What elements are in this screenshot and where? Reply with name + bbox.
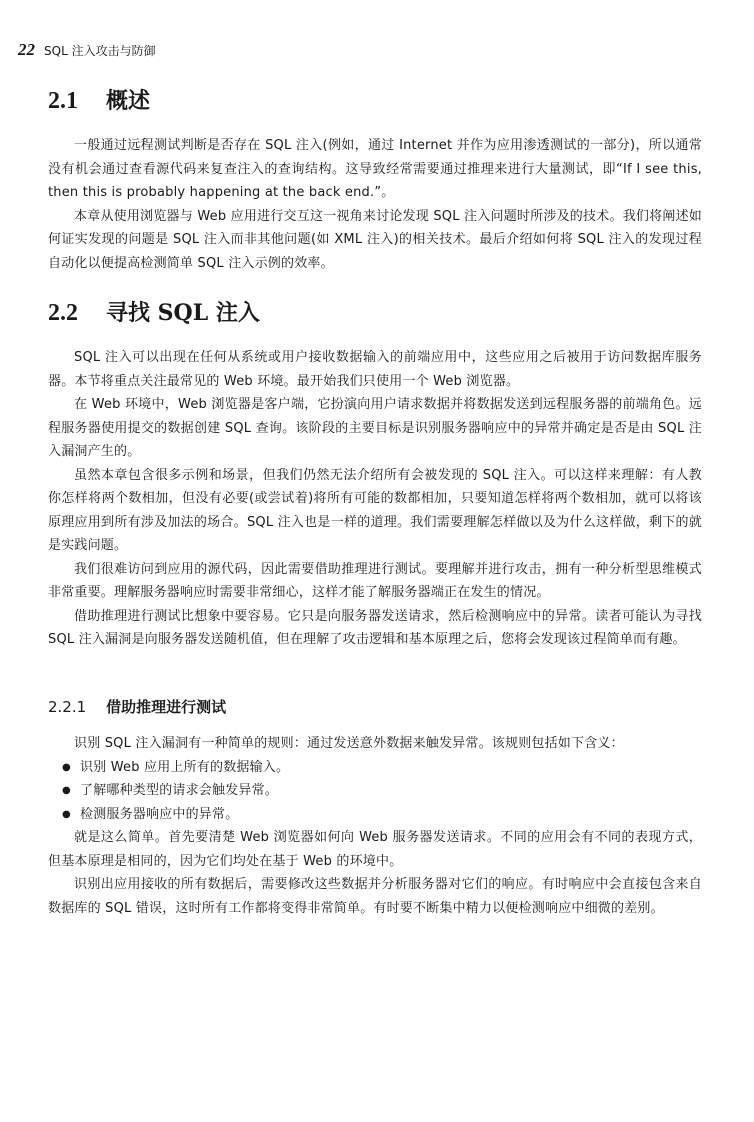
running-header <box>18 40 156 62</box>
section-title: 概述 <box>106 88 151 114</box>
paragraph: 虽然本章包含很多示例和场景，但我们仍然无法介绍所有会被发现的 SQL 注入。可以这样来理解：有人教你怎样将两个数相加，但没有必要(或尝试着)将所有可能的数都相加，只要知道怎样将两个数相加，就可以将该原理应用到所有涉及加法的场合。SQL 注入也是一样的道理。我们需要理解怎样做以及为什么这样做，剩下的就是实践问题。 <box>48 467 702 553</box>
paragraph: 一般通过远程测试判断是否存在 SQL 注入(例如，通过 Internet 并作为应用渗透测试的一部分)，所以通常没有机会通过查看源代码来复查注入的查询结构。这导致经常需要通过推理来进行大量测试，即“If I see this, then this is probably happening at the back end.”。 <box>48 138 702 200</box>
paragraph: 本章从使用浏览器与 Web 应用进行交互这一视角来讨论发现 SQL 注入问题时所涉及的技术。我们将阐述如何证实发现的问题是 SQL 注入而非其他问题(如 XML 注入)的相关技术。最后介绍如何将 SQL 注入的发现过程自动化以便提高检测简单 SQL 注入示例的效率。 <box>48 208 702 271</box>
section-2-2-1-body <box>48 732 702 920</box>
paragraph: 识别出应用接收的所有数据后，需要修改这些数据并分析服务器对它们的响应。有时响应中会直接包含来自数据库的 SQL 错误，这时所有工作都将变得非常简单。有时要不断集中精力以便检测响应中细微的差别。 <box>48 877 702 916</box>
section-2-1-body <box>48 134 702 275</box>
subsection-number: 2.2.1 <box>48 698 87 716</box>
section-number: 2.2 <box>48 300 78 326</box>
paragraph: 就是这么简单。首先要清楚 Web 浏览器如何向 Web 服务器发送请求。不同的应用会有不同的表现方式，但基本原理是相同的，因为它们均处在基于 Web 的环境中。 <box>48 830 702 869</box>
section-heading-2-1 <box>48 84 150 115</box>
list-item: ● 识别 Web 应用上所有的数据输入。 <box>48 756 702 780</box>
list-item: ● 了解哪种类型的请求会触发异常。 <box>48 779 702 803</box>
running-header-title: SQL 注入攻击与防御 <box>44 44 156 58</box>
section-title: 寻找 SQL 注入 <box>106 300 260 326</box>
subsection-title: 借助推理进行测试 <box>106 698 227 716</box>
subsection-heading-2-2-1 <box>48 696 226 717</box>
section-heading-2-2 <box>48 296 260 327</box>
paragraph: 我们很难访问到应用的源代码，因此需要借助推理进行测试。要理解并进行攻击，拥有一种分析型思维模式非常重要。理解服务器响应时需要非常细心，这样才能了解服务器端正在发生的情况。 <box>48 561 702 600</box>
paragraph: 识别 SQL 注入漏洞有一种简单的规则：通过发送意外数据来触发异常。该规则包括如下含义： <box>74 736 624 751</box>
section-2-2-body <box>48 346 702 652</box>
bullet-list <box>48 756 702 827</box>
section-number: 2.1 <box>48 88 78 114</box>
paragraph: SQL 注入可以出现在任何从系统或用户接收数据输入的前端应用中，这些应用之后被用于访问数据库服务器。本节将重点关注最常见的 Web 环境。最开始我们只使用一个 Web 浏览器。 <box>48 350 702 389</box>
page-number: 22 <box>18 40 35 59</box>
paragraph: 在 Web 环境中，Web 浏览器是客户端，它扮演向用户请求数据并将数据发送到远程服务器的前端角色。远程服务器使用提交的数据创建 SQL 查询。该阶段的主要目标是识别服务器响应中的异常并确定是否是由 SQL 注入漏洞产生的。 <box>48 397 702 459</box>
paragraph: 借助推理进行测试比想象中要容易。它只是向服务器发送请求，然后检测响应中的异常。读者可能认为寻找 SQL 注入漏洞是向服务器发送随机值，但在理解了攻击逻辑和基本原理之后，您将会发现该过程简单而有趣。 <box>48 608 702 647</box>
list-item: ● 检测服务器响应中的异常。 <box>48 803 702 827</box>
